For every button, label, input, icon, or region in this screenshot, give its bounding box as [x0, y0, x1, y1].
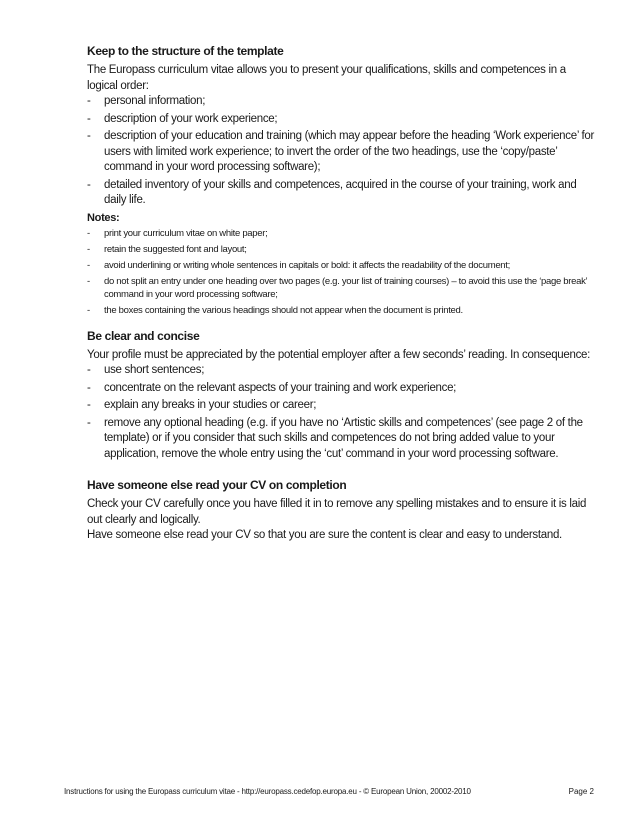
bullet-list — [87, 363, 597, 462]
list-item: - description of your education and training (which may appear before the heading ‘Work experience’ for users with limited work experience; to invert the order of the two headings, use the ‘copy/paste’ command in your word processing software); — [87, 130, 595, 173]
notes-list — [87, 227, 597, 317]
notes-title: Notes: — [87, 211, 120, 224]
bullet-marker: - — [87, 364, 91, 376]
bullet-marker: - — [87, 227, 90, 239]
bullet-marker: - — [87, 304, 90, 316]
list-item: - explain any breaks in your studies or career; — [87, 398, 597, 414]
bullet-marker: - — [87, 259, 90, 271]
bullet-marker: - — [87, 243, 90, 255]
list-item: - the boxes containing the various headings should not appear when the document is printed. — [87, 304, 463, 316]
page-number: Page 2 — [568, 787, 594, 796]
list-item: - description of your work experience; — [87, 112, 597, 128]
bullet-marker: - — [87, 416, 91, 429]
list-item: - personal information; — [87, 94, 597, 110]
bullet-marker: - — [87, 399, 91, 411]
bullet-marker: - — [87, 275, 90, 287]
bullet-marker: - — [87, 381, 91, 394]
section-intro: Your profile must be appreciated by the potential employer after a few seconds’ reading. In consequence: — [87, 348, 591, 361]
list-item: - remove any optional heading (e.g. if you have no ‘Artistic skills and competences’ (see page 2 of the template) or if you consider that such skills and competences do not bring added value to your application, remove the whole entry using the ‘cut’ command in your word processing software. — [87, 416, 583, 460]
list-item: - avoid underlining or writing whole sentences in capitals or bold: it affects the readability of the document; — [87, 259, 510, 271]
bullet-list — [87, 94, 597, 209]
section-heading: Keep to the structure of the template — [87, 44, 284, 58]
section-paragraph: Check your CV carefully once you have filled it in to remove any spelling mistakes and to ensure it is laid out clearly and logically. — [87, 498, 587, 526]
footer-text: Instructions for using the Europass curriculum vitae - http://europass.cedefop.europa.eu - © European Union, 20002-2010 — [64, 787, 471, 796]
section-paragraph: Have someone else read your CV so that you are sure the content is clear and easy to understand. — [87, 529, 562, 541]
list-item: - concentrate on the relevant aspects of your training and work experience; — [87, 381, 597, 397]
section-clear-concise — [87, 329, 597, 463]
page-content — [87, 44, 597, 558]
list-item: - detailed inventory of your skills and competences, acquired in the course of your training, work and daily life. — [87, 178, 577, 206]
bullet-marker: - — [87, 95, 91, 107]
list-item: - retain the suggested font and layout; — [87, 243, 247, 255]
list-item: - print your curriculum vitae on white paper; — [87, 227, 268, 239]
bullet-marker: - — [87, 178, 91, 191]
list-item: - do not split an entry under one heading over two pages (e.g. your list of training courses) – to avoid this use the ‘page break’ command in your word processing software; — [87, 275, 588, 300]
section-structure — [87, 44, 597, 317]
list-item: - use short sentences; — [87, 363, 597, 379]
section-proofread — [87, 478, 597, 544]
section-heading: Have someone else read your CV on completion — [87, 478, 347, 492]
bullet-marker: - — [87, 130, 91, 142]
section-heading: Be clear and concise — [87, 328, 200, 343]
section-intro: The Europass curriculum vitae allows you to present your qualifications, skills and competences in a logical order: — [87, 64, 566, 92]
bullet-marker: - — [87, 112, 91, 125]
